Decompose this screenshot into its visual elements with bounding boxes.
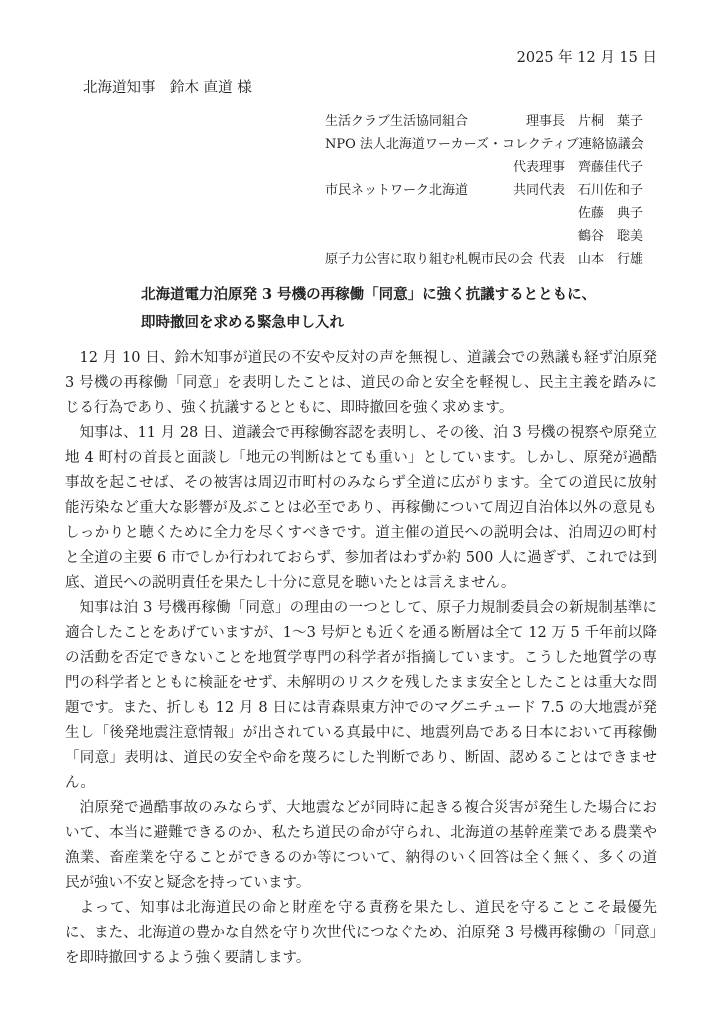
signatory-name: 理事長 片桐 葉子 xyxy=(525,114,643,129)
signatory-row xyxy=(325,225,643,248)
signatory-row xyxy=(325,248,643,271)
body-paragraph: よって、知事は北海道民の命と財産を守る責務を果たし、道民を守ることこそ最優先に、また、北海道の豊かな自然を守り次世代につなぐため、泊原発 3 号機再稼働の「同意」を即時撤回するよう強く要請します。 xyxy=(65,900,657,966)
signatory-org: NPO 法人北海道ワーカーズ・コレクティブ連絡協議会 xyxy=(325,137,644,152)
signatory-row xyxy=(325,202,643,225)
signatory-org: 生活クラブ生活協同組合 xyxy=(325,114,469,129)
letter-body xyxy=(65,346,657,971)
signatory-row xyxy=(325,156,643,179)
signatory-row xyxy=(325,133,643,156)
letter-date: 2025 年 12 月 15 日 xyxy=(516,50,657,66)
signatory-row xyxy=(325,179,643,202)
body-paragraph: 12 月 10 日、鈴木知事が道民の不安や反対の声を無視し、道議会での熟議も経ず泊原発 3 号機の再稼働「同意」を表明したことは、道民の命と安全を軽視し、民主主義を踏みにじる行為であり、強く抗議するとともに、即時撤回を強く求めます。 xyxy=(65,350,657,416)
body-paragraph: 泊原発で過酷事故のみならず、大地震などが同時に起きる複合災害が発生した場合において、本当に避難できるのか、私たち道民の命が守られ、北海道の基幹産業である農業や漁業、畜産業を守ることができるのか等について、納得のいく回答は全く無く、多くの道民が強い不安と疑念を持っています。 xyxy=(65,800,657,891)
signatory-name: 共同代表 石川佐和子 xyxy=(512,183,643,198)
document-title xyxy=(141,281,657,337)
body-paragraph: 知事は泊 3 号機再稼働「同意」の理由の一つとして、原子力規制委員会の新規制基準に適合したことをあげていますが、1～3 号炉とも近くを通る断層は全て 12 万 5 千年前以降の活動を否定できないことを地質学専門の科学者が指摘しています。こうした地質学の専門の科学者とともに検証をせず、未解明のリスクを残したまま安全としたことは重大な問題です。また、折しも 12 月 8 日には青森県東方沖でのマグニチュード 7.5 の大地震が発生し「後発地震注意情報」が出されている真最中に、地震列島である日本において再稼働「同意」表明は、道民の安全や命を蔑ろにした判断であり、断固、認めることはできません。 xyxy=(65,600,657,791)
signatory-block xyxy=(325,110,657,271)
signatory-org: 市民ネットワーク北海道 xyxy=(325,183,469,198)
signatory-org: 原子力公害に取り組む札幌市民の会 xyxy=(325,252,534,267)
document-title-line-2: 即時撤回を求める緊急申し入れ xyxy=(141,314,344,331)
signatory-name: 佐藤 典子 xyxy=(577,206,643,221)
signatory-row xyxy=(325,110,643,133)
addressee: 北海道知事 鈴木 直道 様 xyxy=(83,80,252,96)
signatory-name: 代表 山本 行雄 xyxy=(538,252,643,267)
signatory-name: 鶴谷 聡美 xyxy=(577,229,643,244)
body-paragraph: 知事は、11 月 28 日、道議会で再稼働容認を表明し、その後、泊 3 号機の視察や原発立地 4 町村の首長と面談し「地元の判断はとても重い」としています。しかし、原発が過酷事故を起こせば、その被害は周辺市町村のみならず全道に広がります。全ての道民に放射能汚染など重大な影響が及ぶことは必至であり、再稼働について周辺自治体以外の意見もしっかりと聴くために全力を尽くすべきです。道主催の道民への説明会は、泊周辺の町村と全道の主要 6 市でしか行われておらず、参加者はわずか約 500 人に過ぎず、これでは到底、道民への説明責任を果たし十分に意見を聴いたとは言えません。 xyxy=(65,425,657,591)
document-title-line-1: 北海道電力泊原発 3 号機の再稼働「同意」に強く抗議するとともに、 xyxy=(141,286,597,303)
signatory-name: 代表理事 齊藤佳代子 xyxy=(512,160,643,175)
